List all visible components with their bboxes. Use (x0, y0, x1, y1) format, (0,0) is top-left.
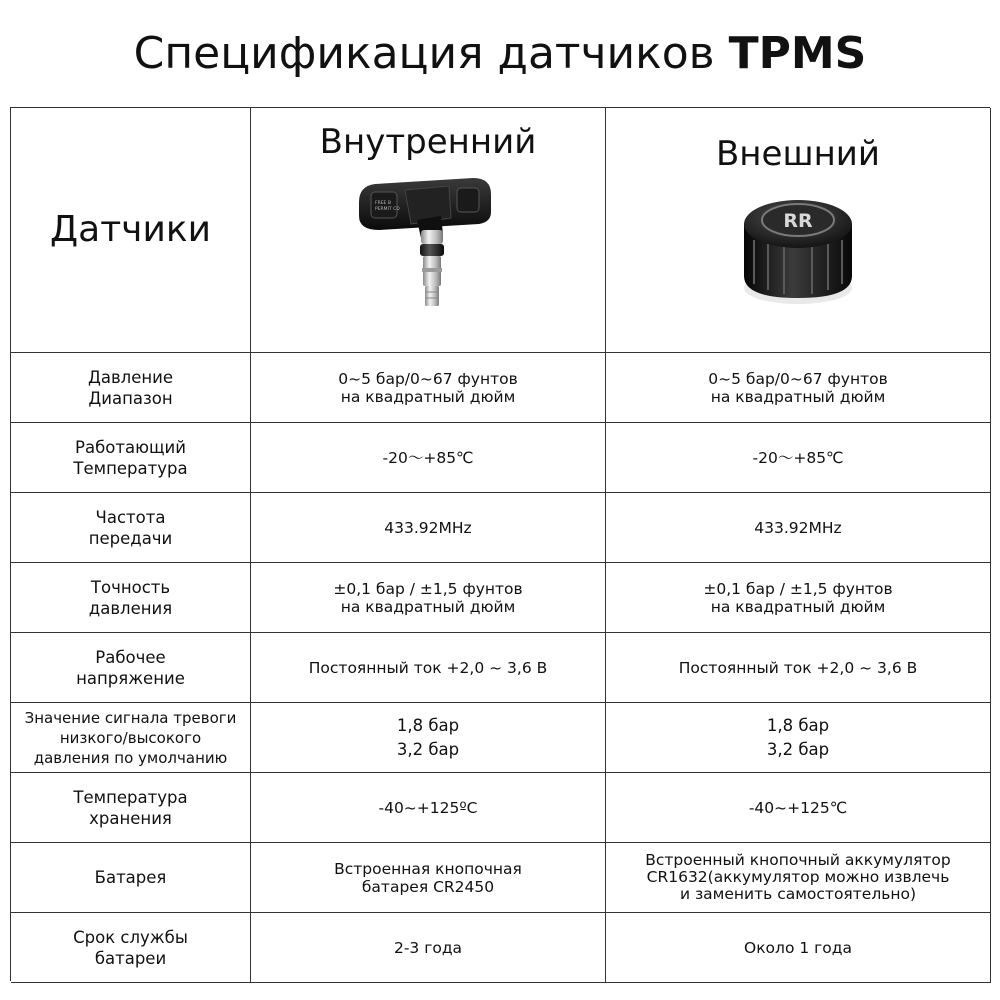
external-battery-life: Около 1 года (606, 913, 991, 983)
external-cap-rr-text: RR (783, 210, 813, 232)
page-title (0, 22, 1000, 86)
row-label-storage-temperature: Температура хранения (11, 773, 251, 843)
row-label-battery-life: Срок службы батареи (11, 913, 251, 983)
external-operating-voltage: Постоянный ток +2,0 ~ 3,6 В (606, 633, 991, 703)
internal-operating-temperature: -20～+85℃ (251, 423, 606, 493)
header-internal-cell (251, 108, 606, 353)
internal-battery-life: 2-3 года (251, 913, 606, 983)
external-storage-temperature: -40~+125℃ (606, 773, 991, 843)
header-external-cell (606, 108, 991, 353)
external-transmission-frequency: 433.92MHz (606, 493, 991, 563)
spec-table (10, 107, 990, 981)
row-label-pressure-accuracy: Точность давления (11, 563, 251, 633)
internal-sensor-icon (353, 172, 503, 322)
internal-sensor-label-2: PERMIT CD (375, 207, 400, 212)
page-title-brand: TPMS (728, 28, 867, 79)
internal-storage-temperature: -40~+125ºC (251, 773, 606, 843)
header-internal-title: Внутренний (319, 122, 537, 162)
internal-pressure-accuracy: ±0,1 бар / ±1,5 фунтов на квадратный дюйм (251, 563, 606, 633)
internal-battery: Встроенная кнопочная батарея CR2450 (251, 843, 606, 913)
row-label-operating-voltage: Рабочее напряжение (11, 633, 251, 703)
header-external-title: Внешний (715, 134, 880, 174)
external-pressure-accuracy: ±0,1 бар / ±1,5 фунтов на квадратный дюйм (606, 563, 991, 633)
external-default-alarm-values: 1,8 бар 3,2 бар (606, 703, 991, 773)
row-label-default-alarm-values: Значение сигнала тревоги низкого/высокого давления по умолчанию (11, 703, 251, 773)
external-sensor-cap-icon (728, 184, 868, 314)
page-title-main: Спецификация датчиков (133, 28, 729, 79)
header-sensors-cell (11, 108, 251, 353)
internal-sensor-label-1: FREE B (375, 201, 391, 206)
internal-default-alarm-values: 1,8 бар 3,2 бар (251, 703, 606, 773)
internal-transmission-frequency: 433.92MHz (251, 493, 606, 563)
row-label-transmission-frequency: Частота передачи (11, 493, 251, 563)
internal-sensor-image (353, 172, 503, 326)
row-label-pressure-range: Давление Диапазон (11, 353, 251, 423)
row-label-operating-temperature: Работающий Температура (11, 423, 251, 493)
header-sensors-label: Датчики (50, 209, 211, 250)
external-operating-temperature: -20～+85℃ (606, 423, 991, 493)
external-battery: Встроенный кнопочный аккумулятор CR1632(аккумулятор можно извлечь и заменить самостоятельно) (606, 843, 991, 913)
internal-operating-voltage: Постоянный ток +2,0 ~ 3,6 В (251, 633, 606, 703)
external-pressure-range: 0~5 бар/0~67 фунтов на квадратный дюйм (606, 353, 991, 423)
internal-pressure-range: 0~5 бар/0~67 фунтов на квадратный дюйм (251, 353, 606, 423)
external-sensor-image (728, 184, 868, 318)
row-label-battery: Батарея (11, 843, 251, 913)
